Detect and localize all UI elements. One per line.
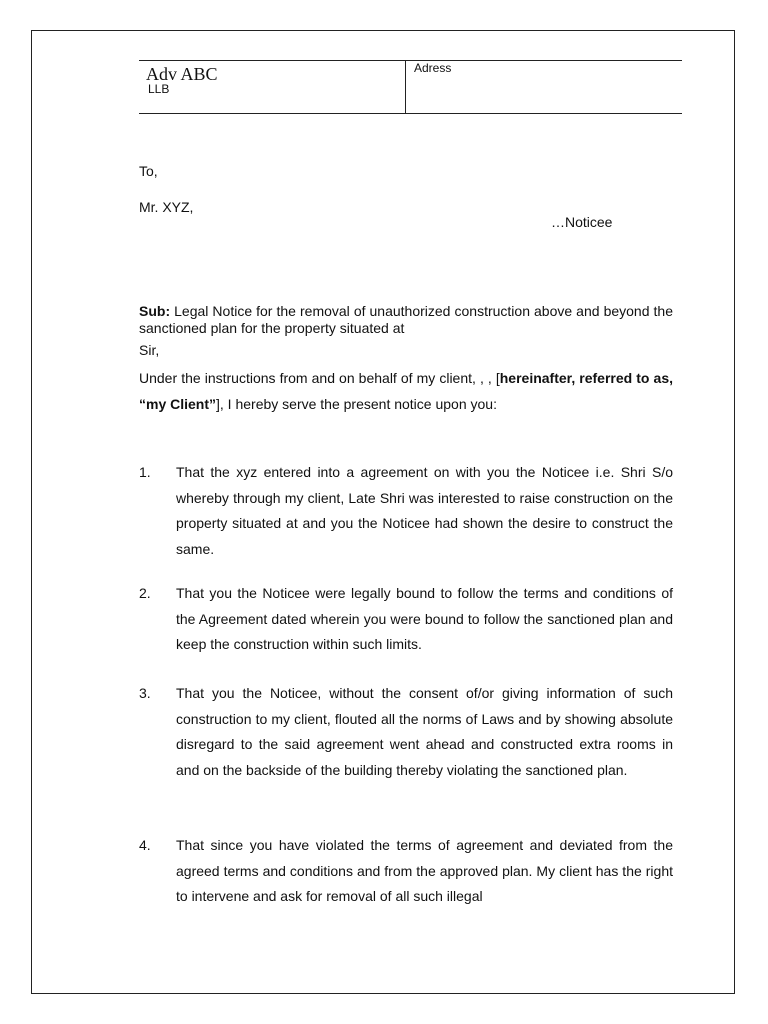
intro-text-before: Under the instructions from and on behalf of my client, , , [: [139, 370, 500, 386]
subject-line: [139, 303, 673, 337]
recipient-to: To,: [139, 163, 158, 179]
list-item-number: 4.: [139, 837, 151, 853]
letterhead: [139, 60, 682, 114]
salutation: Sir,: [139, 342, 160, 358]
advocate-name: Adv ABC: [146, 64, 218, 84]
list-item-number: 2.: [139, 585, 151, 601]
intro-text-after: ], I hereby serve the present notice upon you:: [216, 395, 497, 412]
list-item-number: 1.: [139, 464, 151, 480]
list-item: [139, 581, 673, 658]
letterhead-name-cell: [139, 61, 406, 113]
recipient-name: Mr. XYZ,: [139, 199, 194, 215]
list-item-text: That the xyz entered into a agreement on with you the Noticee i.e. Shri S/o whereby through my client, Late Shri was interested to raise construction on the property situated at and you the Noticee had shown the desire to construct the same.: [176, 464, 673, 557]
list-item: [139, 681, 673, 783]
list-item-number: 3.: [139, 685, 151, 701]
advocate-degree: LLB: [148, 82, 170, 96]
list-item: [139, 460, 673, 562]
intro-bold-text: hereinafter, referred to as, “my Client”: [139, 370, 673, 412]
list-item-text: That you the Noticee were legally bound to follow the terms and conditions of the Agreement dated wherein you were bound to follow the sanctioned plan and keep the construction within such limits.: [176, 585, 673, 652]
subject-label: Sub:: [139, 303, 171, 319]
intro-paragraph: [139, 366, 673, 417]
subject-text: Legal Notice for the removal of unauthorized construction above and beyond the sanctioned plan for the property situated at: [139, 303, 673, 336]
list-item-text: That you the Noticee, without the consent of/or giving information of such construction to my client, flouted all the norms of Laws and by showing absolute disregard to the said agreement went ahead and constructed extra rooms in and on the backside of the building thereby violating the sanctioned plan.: [176, 685, 673, 778]
list-item-text: That since you have violated the terms of agreement and deviated from the agreed terms and conditions and from the approved plan. My client has the right to intervene and ask for removal of all such illegal: [176, 837, 673, 904]
address-label: Adress: [414, 61, 452, 75]
recipient-role: …Noticee: [551, 214, 613, 230]
list-item: [139, 833, 673, 910]
